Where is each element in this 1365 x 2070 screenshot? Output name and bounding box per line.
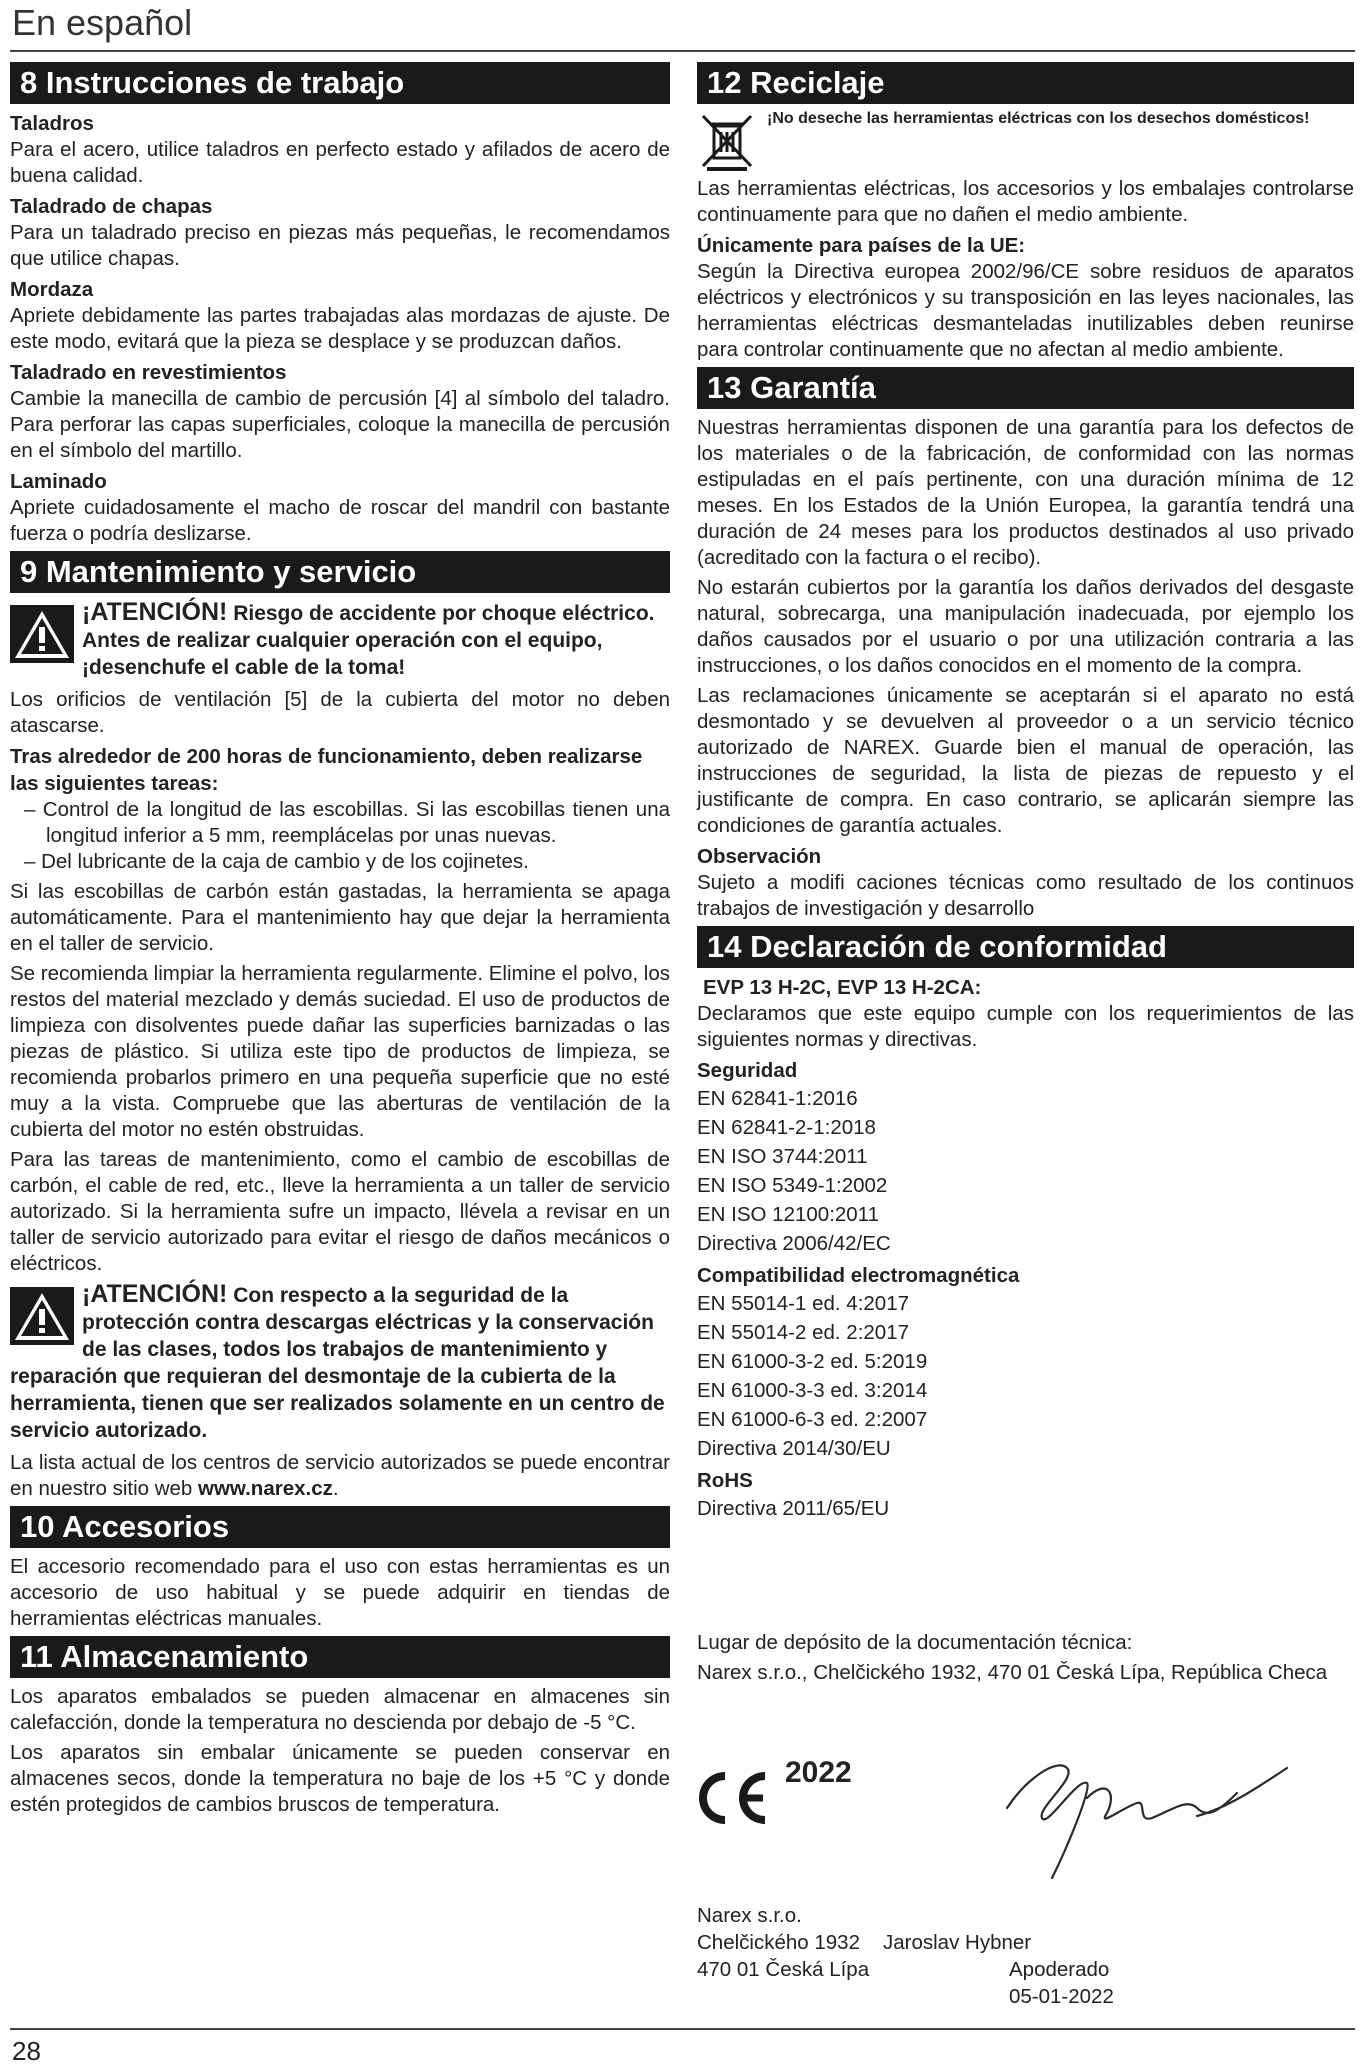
paragraph: Sujeto a modifi caciones técnicas como resultado de los continuos trabajos de investigación y desarrollo [697,871,1354,920]
paragraph: No estarán cubiertos por la garantía los daños derivados del desgaste natural, sobrecarga, una manipulación inadecuada, por ejemplo los daños causados por el usuario o por una utilización contraria a las instrucciones, o los daños conocidos en el momento de la compra. [697,576,1354,677]
signature-block [697,1628,1354,2008]
paragraph: Los aparatos embalados se pueden almacenar en almacenes sin calefacción, donde la temperatura no descienda por debajo de -5 °C. [10,1685,670,1734]
crossed-bin-icon [699,112,755,172]
heading-rohs: RoHS [697,1469,753,1492]
paragraph: Las herramientas eléctricas, los accesorios y los embalajes controlarse continuamente para que no dañen el medio ambiente. [697,177,1354,226]
heading-taladrado-chapas: Taladrado de chapas [10,195,213,218]
warning-triangle-icon [10,1287,74,1345]
heading-observacion: Observación [697,845,822,868]
signer-role-date [1009,1956,1114,2010]
list-item: – Control de la longitud de las escobillas. Si las escobillas tienen una longitud inferior a 5 mm, reemplácelas por unas nuevas. [24,798,670,847]
section-14-title: 14 Declaración de conformidad [697,926,1354,968]
standard-item: EN ISO 12100:2011 [697,1203,879,1226]
heading-revestimientos: Taladrado en revestimientos [10,361,287,384]
standard-item: Directiva 2011/65/EU [697,1497,890,1520]
warning-electric-shock [10,599,670,681]
standard-item: EN 61000-3-2 ed. 5:2019 [697,1350,928,1373]
company-address [697,1902,869,1983]
paragraph: El accesorio recomendado para el uso con estas herramientas es un accesorio de uso habitual y se puede adquirir en tiendas de herramientas eléctricas manuales. [10,1555,670,1630]
paragraph: Los orificios de ventilación [5] de la cubierta del motor no deben atascarse. [10,688,670,737]
paragraph: Cambie la manecilla de cambio de percusión [4] al símbolo del taladro. Para perforar las capas superficiales, coloque la manecilla de percusión en el símbolo del martillo. [10,387,670,462]
warning-service [10,1281,670,1444]
paragraph: Para el acero, utilice taladros en perfecto estado y afilados de acero de buena calidad. [10,138,670,187]
recycle-warning [697,110,1354,172]
paragraph [10,1450,670,1502]
warning-lead: ¡ATENCIÓN! [82,598,228,626]
company-street: Chelčického 1932 [697,1931,860,1954]
company-city: 470 01 Česká Lípa [697,1958,870,1981]
bottom-rule [10,2028,1355,2030]
company-name: Narex s.r.o. [697,1904,802,1927]
section-8-title: 8 Instrucciones de trabajo [10,62,670,104]
standard-item: EN 55014-1 ed. 4:2017 [697,1292,909,1315]
signer-name: Jaroslav Hybner [883,1931,1032,1954]
warning-triangle-icon [10,605,74,663]
paragraph: Para las tareas de mantenimiento, como el cambio de escobillas de carbón, el cable de red, etc., lleve la herramienta a un taller de servicio autorizado. Si la herramienta sufre un impacto, llévela a revisar en un taller de servicio autorizado para evitar el riesgo de daños mecánicos o eléctricos. [10,1148,670,1275]
paragraph: Según la Directiva europea 2002/96/CE sobre residuos de aparatos eléctricos y electrónicos y su transposición en las leyes nacionales, las herramientas eléctricas desmanteladas inutilizables deben reunirse para controlar continuamente que no afectan al medio ambiente. [697,260,1354,361]
signature-image [997,1738,1297,1888]
heading-emc: Compatibilidad electromagnética [697,1264,1020,1287]
website-link[interactable]: www.narex.cz [198,1477,333,1500]
standard-item: EN ISO 3744:2011 [697,1145,868,1168]
standard-item: EN 62841-1:2016 [697,1087,858,1110]
paragraph: Declaramos que este equipo cumple con los requerimientos de las siguientes normas y directivas. [697,1002,1354,1051]
section-10-title: 10 Accesorios [10,1506,670,1548]
paragraph: Apriete cuidadosamente el macho de roscar del mandril con bastante fuerza o podría deslizarse. [10,496,670,545]
warning-lead: ¡ATENCIÓN! [82,1280,228,1308]
paragraph: Apriete debidamente las partes trabajadas alas mordazas de ajuste. De este modo, evitará que la pieza se desplace y se produzcan daños. [10,304,670,353]
section-13-title: 13 Garantía [697,367,1354,409]
top-rule [10,50,1355,52]
language-label: En español [12,2,193,43]
standard-item: EN 61000-6-3 ed. 2:2007 [697,1408,928,1431]
standard-item: EN 55014-2 ed. 2:2017 [697,1321,909,1344]
paragraph: Se recomienda limpiar la herramienta regularmente. Elimine el polvo, los restos del material mezclado y demás suciedad. El uso de productos de limpieza con disolventes puede dañar las superficies barnizadas o las piezas de plástico. Si utiliza este tipo de productos de limpieza, se recomienda probarlos primero en una pequeña superficie que no esté muy a la vista. Compruebe que las aberturas de ventilación de la cubierta del motor no estén obstruidas. [10,962,670,1141]
standard-item: EN 62841-2-1:2018 [697,1116,876,1139]
paragraph: Si las escobillas de carbón están gastadas, la herramienta se apaga automáticamente. Para el mantenimiento hay que dejar la herramienta en el taller de servicio. [10,880,670,955]
standard-item: Directiva 2006/42/EC [697,1232,891,1255]
doc-location-address: Narex s.r.o., Chelčického 1932, 470 01 Česká Lípa, República Checa [697,1661,1328,1684]
heading-taladros: Taladros [10,112,94,135]
task-list [10,797,670,875]
signature-date: 05-01-2022 [1009,1985,1114,2008]
warning-text: Con respecto a la seguridad de la protección contra descargas eléctricas y la conservación de las clases, todos los trabajos de mantenimiento y reparación que requieran del desmontaje de la cubierta de la herramienta, tienen que ser realizados solamente en un centro de servicio autorizado. [10,1284,665,1442]
page-number: 28 [12,2036,41,2066]
heading-seguridad: Seguridad [697,1059,798,1082]
section-11-title: 11 Almacenamiento [10,1636,670,1678]
heading-eu-only: Únicamente para países de la UE: [697,234,1026,257]
left-column [10,58,670,1822]
list-item: – Del lubricante de la caja de cambio y de los cojinetes. [24,850,529,873]
doc-location-label: Lugar de depósito de la documentación técnica: [697,1631,1133,1654]
model-list: EVP 13 H-2C, EVP 13 H-2CA: [703,976,982,999]
heading-laminado: Laminado [10,470,107,493]
period: . [332,1477,339,1500]
warning-text: Riesgo de accidente por choque eléctrico. Antes de realizar cualquier operación con el equipo, ¡desenchufe el cable de la toma! [82,602,655,679]
section-12-title: 12 Reciclaje [697,62,1354,104]
recycle-warning-text: ¡No deseche las herramientas eléctricas con los desechos domésticos! [767,110,1310,127]
paragraph: Para un taladrado preciso en piezas más pequeñas, le recomendamos que utilice chapas. [10,221,670,270]
ce-year: 2022 [785,1756,852,1789]
heading-mordaza: Mordaza [10,278,94,301]
paragraph: Las reclamaciones únicamente se aceptarán si el aparato no está desmontado y se devuelven al proveedor o a un servicio técnico autorizado de NAREX. Guarde bien el manual de operación, las instrucciones de seguridad, la lista de piezas de repuesto y el justificante de compra. En caso contrario, se aplicarán siempre las condiciones de garantía actuales. [697,684,1354,837]
paragraph: Los aparatos sin embalar únicamente se pueden conservar en almacenes secos, donde la temperatura no baje de los +5 °C y donde estén protegidos de cambios bruscos de temperatura. [10,1741,670,1816]
standard-item: EN 61000-3-3 ed. 3:2014 [697,1379,928,1402]
bold-instruction: Tras alrededor de 200 horas de funcionamiento, deben realizarse las siguientes tareas: [10,745,643,795]
ce-mark-icon [697,1768,777,1828]
right-column [697,58,1354,1523]
standard-item: EN ISO 5349-1:2002 [697,1174,888,1197]
standard-item: Directiva 2014/30/EU [697,1437,891,1460]
service-text: La lista actual de los centros de servicio autorizados se puede encontrar en nuestro sitio web [10,1451,670,1500]
signer-role: Apoderado [1009,1958,1110,1981]
paragraph: Nuestras herramientas disponen de una garantía para los defectos de los materiales o de la fabricación, de conformidad con las normas estipuladas en el país pertinente, con una duración mínima de 12 meses. En los Estados de la Unión Europea, la garantía tendrá una duración de 24 meses para los productos destinados al uso privado (acreditado con la factura o el recibo). [697,416,1354,569]
section-9-title: 9 Mantenimiento y servicio [10,551,670,593]
